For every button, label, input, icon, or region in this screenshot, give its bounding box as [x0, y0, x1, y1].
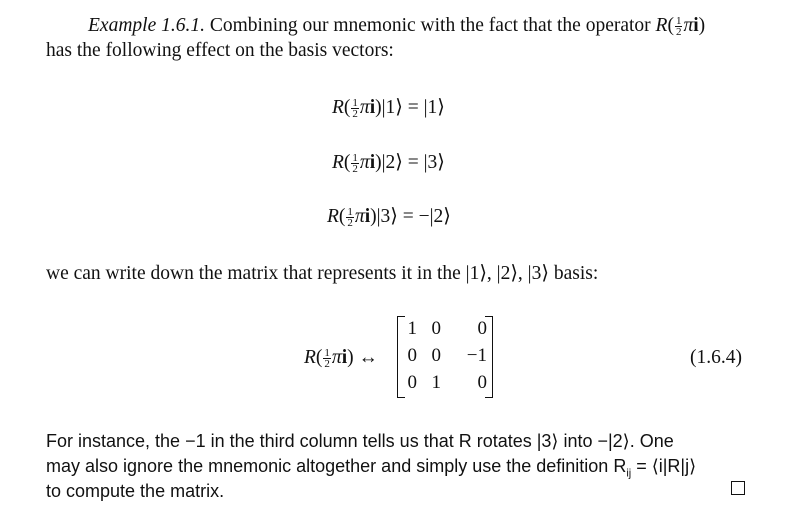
basis-sentence: we can write down the matrix that represents it in the |1⟩, |2⟩, |3⟩ basis: [46, 263, 599, 284]
equation-3: R( $\frac{1}{2}$ πi)|3⟩ = −|2⟩ [327, 206, 451, 230]
intro-text: Combining our mnemonic with the fact that the operator [204, 15, 656, 36]
matrix-cell: 0 [431, 318, 441, 339]
correspondence-arrow: ↔ [358, 347, 378, 368]
intro-line-2: has the following effect on the basis vectors: [46, 40, 394, 61]
equation-2-rhs: |2⟩ = |3⟩ [381, 152, 445, 173]
equation-3-rhs: |3⟩ = −|2⟩ [376, 206, 451, 227]
closing-line-1: For instance, the −1 in the third column tells us that R rotates |3⟩ into −|2⟩. One [46, 431, 674, 451]
rotation-matrix [397, 316, 493, 396]
pi-symbol: π [683, 15, 694, 36]
unit-vector-i: i [693, 15, 699, 36]
qed-box [731, 481, 745, 495]
equation-1: R( $\frac{1}{2}$ πi)|1⟩ = |1⟩ [332, 97, 445, 121]
closing-line-2: may also ignore the mnemonic altogether and simply use the definition $R_{ij}$ = ⟨i|R|j⟩ [46, 456, 697, 480]
equation-1-rhs: |1⟩ = |1⟩ [381, 97, 445, 118]
matrix-cell: 0 [477, 372, 487, 393]
equation-2: R( $\frac{1}{2}$ πi)|2⟩ = |3⟩ [332, 152, 445, 176]
matrix-cell: 0 [477, 318, 487, 339]
matrix-cell: −1 [466, 345, 487, 366]
operator-symbol: R [655, 15, 668, 36]
matrix-cell: 0 [431, 345, 441, 366]
matrix-cell: 1 [407, 318, 417, 339]
matrix-cell: 0 [407, 345, 417, 366]
matrix-cell: 0 [407, 372, 417, 393]
half-fraction: $\frac{1}{2}$ [675, 15, 682, 39]
subscript-ij: ij [626, 467, 632, 480]
matrix-lhs: R( $\frac{1}{2}$ πi) ↔ [304, 347, 378, 371]
closing-line-3: to compute the matrix. [46, 481, 225, 501]
equation-number: (1.6.4) [690, 347, 742, 368]
intro-line-1: Example 1.6.1. Combining our mnemonic with the fact that the operator R( $\frac{1}{2}$ πi) [88, 15, 706, 39]
example-label: Example 1.6.1. [88, 15, 205, 36]
matrix-cell: 1 [431, 372, 441, 393]
